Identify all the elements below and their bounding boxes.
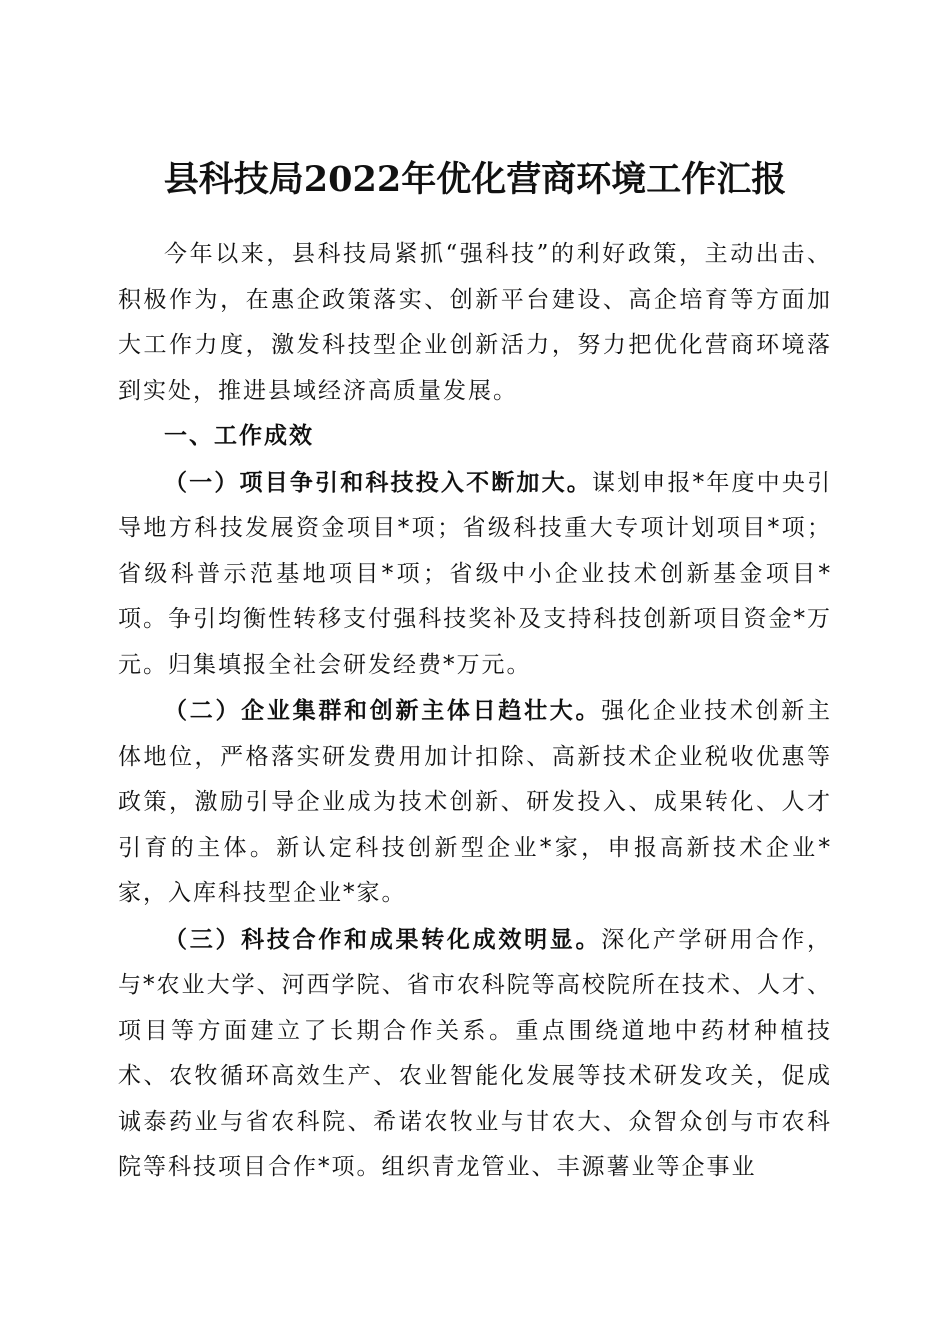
item-lead-2: （二）企业集群和创新主体日趋壮大。: [164, 697, 602, 724]
item-paragraph-2: [118, 688, 832, 917]
item-text-3: 深化产学研用合作，与*农业大学、河西学院、省市农科院等高校院所在技术、人才、项目等方面建立了长期合作关系。重点围绕道地中药材种植技术、农牧循环高效生产、农业智能化发展等技术研发攻关，促成诚泰药业与省农科院、希诺农牧业与甘农大、众智众创与市农科院等科技项目合作*项。组织青龙管业、丰源薯业等企事业: [118, 926, 833, 1180]
document-body: [118, 232, 832, 1191]
item-paragraph-1: [118, 460, 832, 689]
item-lead-1: （一）项目争引和科技投入不断加大。: [164, 468, 592, 496]
section-heading-achievements: 一、工作成效: [164, 423, 314, 449]
item-text-2: 强化企业技术创新主体地位，严格落实研发费用加计扣除、高新技术企业税收优惠等政策，激励引导企业成为技术创新、研发投入、成果转化、人才引育的主体。新认定科技创新型企业*家，申报高新技术企业*家，入库科技型企业*家。: [118, 698, 833, 906]
item-lead-3: （三）科技合作和成果转化成效明显。: [164, 925, 602, 953]
document-title: 县科技局2022年优化营商环境工作汇报: [163, 159, 787, 201]
item-text-1: 谋划申报*年度中央引导地方科技发展资金项目*项；省级科技重大专项计划项目*项；省级科普示范基地项目*项；省级中小企业技术创新基金项目*项。争引均衡性转移支付强科技奖补及支持科技创新项目资金*万元。归集填报全社会研发经费*万元。: [118, 469, 833, 678]
intro-paragraph: 今年以来，县科技局紧抓“强科技”的利好政策，主动出击、积极作为，在惠企政策落实、创新平台建设、高企培育等方面加大工作力度，激发科技型企业创新活力，努力把优化营商环境落到实处，推进县域经济高质量发展。: [118, 241, 832, 404]
item-paragraph-3: [118, 917, 832, 1191]
